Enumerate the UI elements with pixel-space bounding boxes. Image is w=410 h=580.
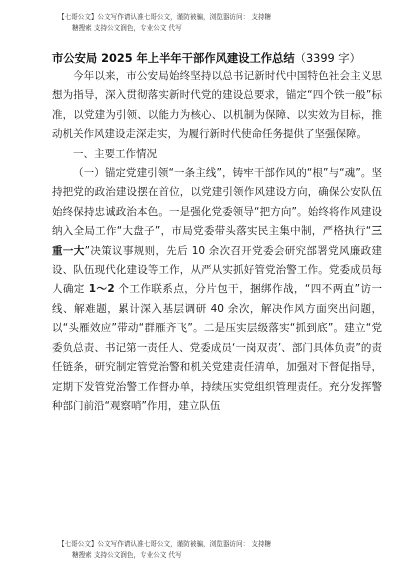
highlight-text-2: 1～2 — [88, 283, 115, 296]
section-paragraph — [52, 164, 382, 416]
page-footer-watermark — [58, 539, 388, 561]
highlight-text-1: 三重一大 — [52, 225, 382, 257]
footer-line-1: 【七哥公文】公文写作请认准七哥公文，谨防被骗，浏览器访问： 支持糖 — [58, 540, 272, 548]
header-line-1: 【七哥公文】公文写作请认准七哥公文，谨防被骗，浏览器访问： 支持糖 — [58, 13, 272, 21]
paragraph-text-a: （一）锚定党建引领“一条主线”，铸牢干部作风的“根”与“魂”。坚持把党的政治建设摆在首位，以党建引领作风建设方向，确保公安队伍始终保持忠诚政治本色。一是强化党委领导“把方向”。始终将作风建设纳入全局工作“大盘子”，市局党委带头落实民主集中制，严格执行“ — [52, 167, 382, 238]
document-body — [52, 67, 382, 416]
paragraph-text-c: 个工作联系点，分片包干，捆绑作战，“四不两直”访一线、解难题，累计深入基层调研 40 余次，解决作风方面突出问题，以“头雁效应”带动“群雁齐飞”。二是压实层级落实“抓到底”。建立“党委负总责、书记第一责任人、党委成员‘一岗双责’、部门具体负责”的责任链条，研究制定管党治警和机关党建责任清单，加强对下督促指导，定期下发管党治警工作督办单，持续压实党组织管理责任。充分发挥警种部门前沿“观察哨”作用，建立队伍 — [52, 283, 382, 412]
document-title — [52, 50, 382, 66]
page-header-watermark — [58, 12, 388, 34]
title-text: 市公安局 2025 年上半年干部作风建设工作总结 — [52, 52, 295, 65]
intro-paragraph: 今年以来，市公安局始终坚持以总书记新时代中国特色社会主义思想为指导，深入贯彻落实新时代党的建设总要求，锚定“四个铁一般”标准，以党建为引领、以能力为核心、以机制为保障、以实效为目标，推动机关作风建设走深走实，为履行新时代使命任务提供了坚强保障。 — [52, 70, 382, 141]
section-heading: 一、主要工作情况 — [73, 147, 157, 160]
paragraph-text-b: ”决策议事规则，先后 10 余次召开党委会研究部署党风廉政建设、队伍现代化建设等工作，从严从实抓好管党治警工作。党委成员每人确定 — [52, 244, 383, 296]
word-count: （3399 字） — [294, 52, 361, 65]
header-line-2: 糖搜索 支持公文润色，专业公文 代写 — [72, 24, 182, 32]
footer-line-2: 糖搜索 支持公文润色，专业公文 代写 — [72, 551, 182, 559]
